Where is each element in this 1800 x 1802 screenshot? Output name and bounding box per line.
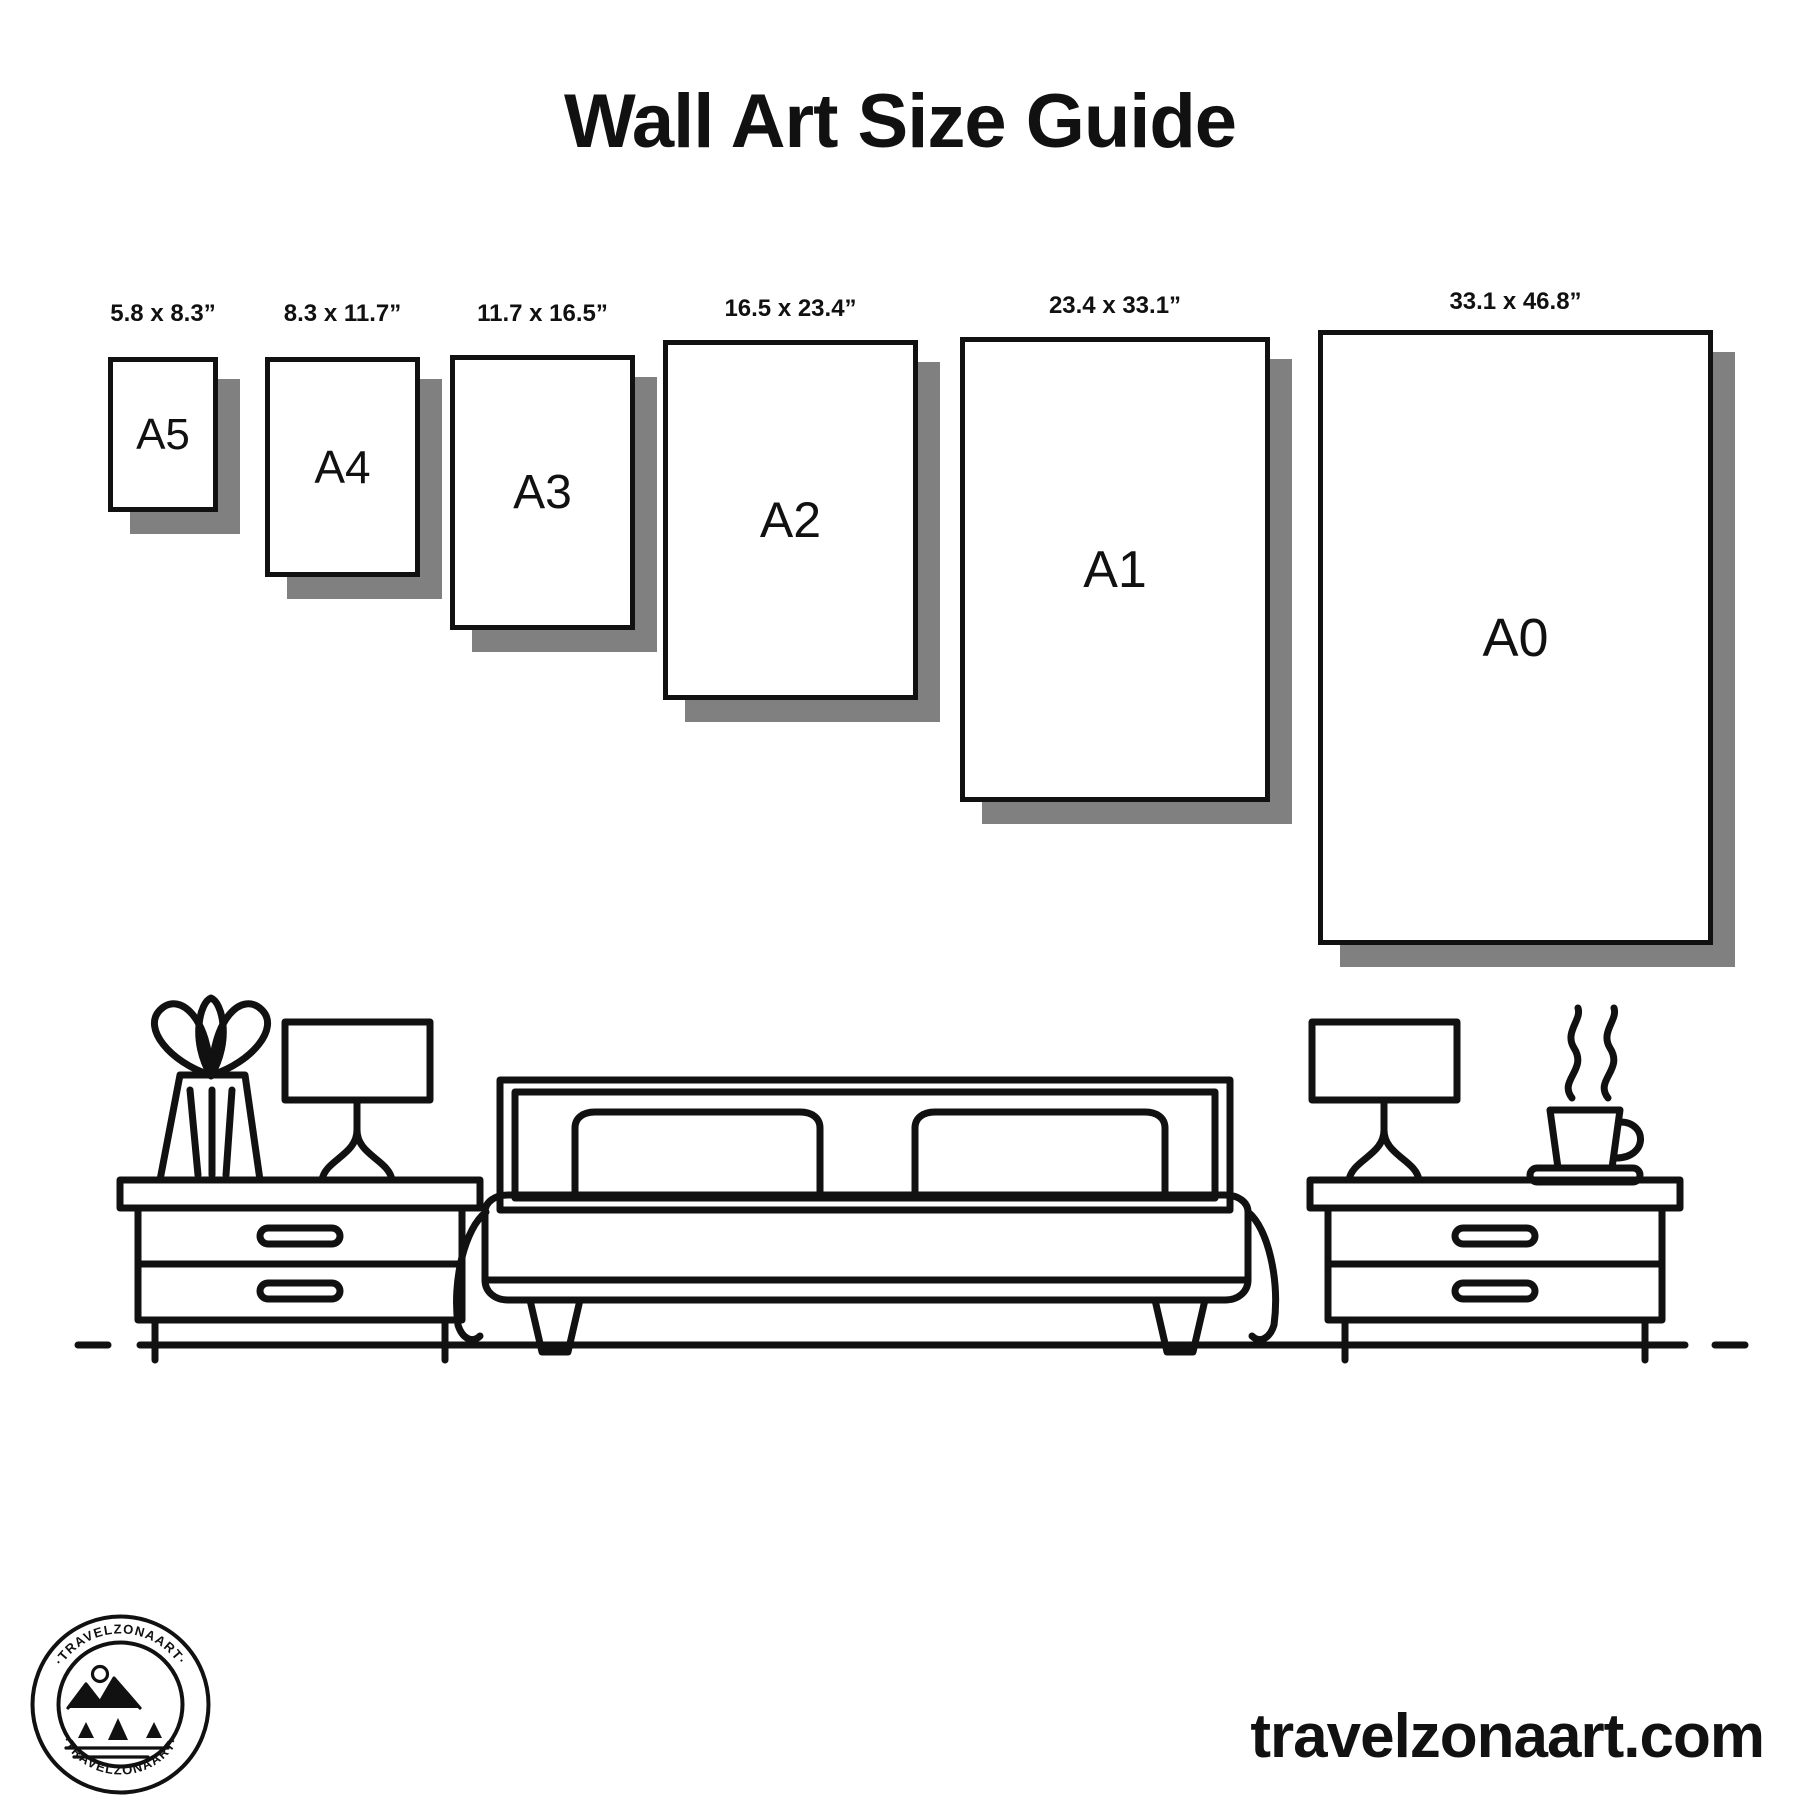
brand-logo: [28, 1612, 213, 1797]
poster-frame[interactable]: [1318, 330, 1713, 945]
poster-size-name: A4: [314, 441, 371, 493]
right-nightstand: [1310, 1180, 1680, 1360]
poster-size-name: A1: [1083, 540, 1147, 599]
site-url: travelzonaart.com: [1250, 1702, 1764, 1771]
coffee-cup: [1530, 1008, 1641, 1182]
poster-frame[interactable]: [960, 337, 1270, 802]
poster-size-name: A5: [136, 409, 190, 459]
left-lamp: [285, 1022, 430, 1180]
poster-frame[interactable]: [265, 357, 420, 577]
poster-dimensions-label: 33.1 x 46.8”: [1449, 288, 1582, 315]
poster-dimensions-label: 23.4 x 33.1”: [1048, 292, 1182, 319]
poster-frame[interactable]: [450, 355, 635, 630]
logo-text-top: ·TRAVELZONAART·: [51, 1621, 190, 1668]
left-nightstand: [120, 1180, 480, 1360]
poster-size-name: A3: [513, 466, 572, 519]
poster-dimensions-label: 16.5 x 23.4”: [724, 295, 857, 322]
poster-size-name: A2: [759, 492, 822, 548]
svg-text:·TRAVELZONAART·: [51, 1621, 190, 1667]
logo-text-bottom: ·TRAVELZONAART·: [59, 1734, 182, 1778]
poster-frame[interactable]: [108, 357, 218, 512]
bedroom-scene-illustration: [60, 980, 1760, 1400]
plant-decor: [154, 998, 267, 1180]
poster-dimensions-label: 5.8 x 8.3”: [110, 300, 216, 327]
poster-dimensions-label: 11.7 x 16.5”: [477, 300, 608, 327]
poster-frame[interactable]: [663, 340, 918, 700]
bed: [457, 1080, 1276, 1352]
right-lamp: [1312, 1022, 1457, 1180]
page-title: Wall Art Size Guide: [563, 79, 1237, 164]
poster-size-name: A0: [1482, 607, 1549, 668]
poster-dimensions-label: 8.3 x 11.7”: [283, 300, 402, 327]
